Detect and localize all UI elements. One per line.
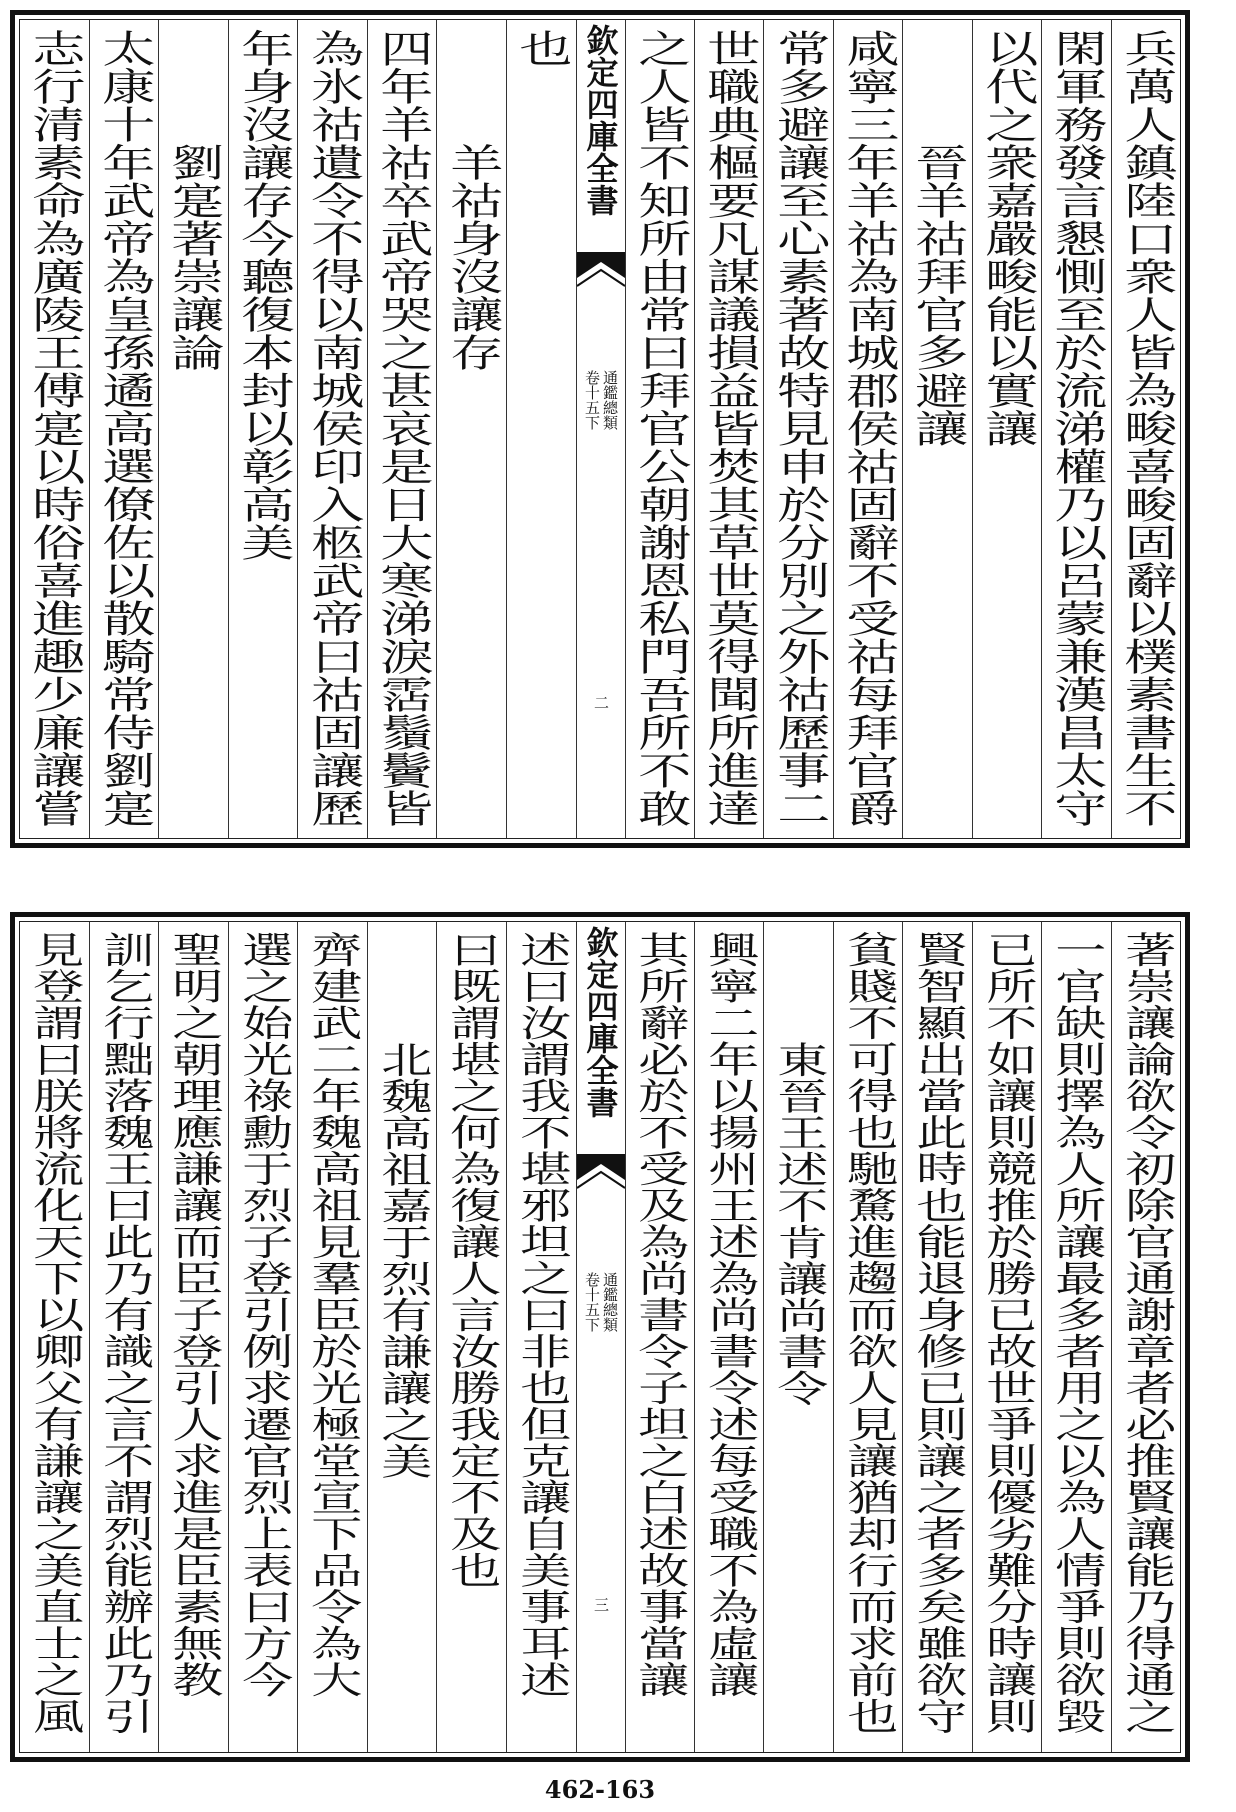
left-half-page <box>20 20 576 838</box>
column-text: 貧賤不可得也馳騖進趨而欲人見讓猶却行而求前也 <box>838 931 900 1734</box>
page-frame <box>19 921 1181 1753</box>
column-text: 咸寧三年羊祜為南城郡侯祜固辭不受祜每拜官爵 <box>837 29 899 827</box>
text-column <box>1041 922 1110 1752</box>
column-text: 太康十年武帝為皇孫遹高選僚佐以散騎常侍劉寔 <box>93 29 155 827</box>
book-title: 欽定四庫全書 <box>581 24 620 216</box>
book-title: 欽定四庫全書 <box>581 926 620 1118</box>
column-text: 興寧二年以揚州王述為尚書令述每受職不為虛讓 <box>700 931 761 1698</box>
column-text: 為氷祜遺令不得以南城侯印入柩武帝曰祜固讓歷 <box>301 29 364 827</box>
column-text: 志行清素命為廣陵王傅寔以時俗喜進趣少廉讓嘗 <box>23 29 86 827</box>
folio-number: 三 <box>592 1597 610 1612</box>
fish-tail-mark <box>577 1154 625 1194</box>
column-text: 一官缺則擇為人所讓最多者用之以為人情爭則欲毀 <box>1047 931 1108 1734</box>
text-column <box>625 922 694 1752</box>
column-text: 已所不如讓則競推於勝已故世爭則優劣難分時讓則 <box>977 931 1039 1734</box>
right-half-page <box>625 20 1181 838</box>
column-text: 世職典樞要凡謀議損益皆焚其草世莫得聞所進達 <box>698 29 760 827</box>
text-column <box>902 922 971 1752</box>
text-column <box>506 20 576 838</box>
text-column <box>89 922 159 1752</box>
left-half-page <box>20 922 576 1752</box>
section-heading: 東晉王述不肯讓尚書令 <box>769 1040 830 1406</box>
column-text: 兵萬人鎮陸口衆人皆為畯喜畯固辭以樸素書生不 <box>1114 29 1177 827</box>
text-column <box>1111 922 1180 1752</box>
section-title: 通鑑總類 <box>601 370 619 430</box>
column-text: 之人皆不知所由常曰拜官公朝謝恩私門吾所不敢 <box>628 29 691 827</box>
text-column <box>297 922 367 1752</box>
text-column <box>972 922 1041 1752</box>
text-column <box>436 922 506 1752</box>
section-heading: 晉羊祜拜官多避讓 <box>906 143 969 447</box>
volume-label: 卷十五下 <box>583 1272 601 1332</box>
column-text: 述曰汝謂我不堪邪坦之曰非也但克讓自美事耳述 <box>512 931 573 1698</box>
fold-strip <box>576 20 625 838</box>
text-column <box>972 20 1041 838</box>
column-text: 著崇讓論欲令初除官通謝章者必推賢讓能乃得通之 <box>1116 931 1177 1734</box>
page-frame <box>19 19 1181 839</box>
heading-column <box>902 20 971 838</box>
column-text: 也 <box>510 29 573 67</box>
column-text: 四年羊祜卒武帝哭之甚哀是日大寒涕淚霑鬚鬢皆 <box>371 29 433 827</box>
column-text: 閑軍務發言懇惻至於流涕權乃以呂蒙兼漢昌太守 <box>1045 29 1108 827</box>
text-column <box>833 922 902 1752</box>
text-column <box>694 922 763 1752</box>
section-title: 通鑑總類 <box>601 1272 619 1332</box>
text-column <box>506 922 576 1752</box>
text-column <box>1041 20 1110 838</box>
text-column <box>367 20 437 838</box>
text-column <box>228 20 298 838</box>
column-text: 以代之衆嘉嚴畯能以實讓 <box>976 29 1038 447</box>
page-code: 462-163 <box>544 1775 656 1804</box>
text-column <box>297 20 367 838</box>
text-column <box>158 922 228 1752</box>
text-column <box>763 20 832 838</box>
column-text: 見登謂曰朕將流化天下以卿父有謙讓之美直士之風 <box>25 931 86 1734</box>
column-text: 賢智顯出當此時也能退身修已則讓之者多矣雖欲守 <box>908 931 969 1734</box>
column-text: 常多避讓至心素著故特見申於分別之外祜歷事二 <box>767 29 830 827</box>
leaf-page-bottom <box>10 912 1190 1762</box>
column-text: 訓乞行黜落魏王曰此乃有識之言不謂烈能辦此乃引 <box>94 931 155 1734</box>
heading-column <box>367 922 437 1752</box>
column-text: 其所辭必於不受及為尚書令子坦之白述故事當讓 <box>630 931 691 1698</box>
column-text: 年身沒讓存今聽復本封以彰高美 <box>232 29 294 561</box>
section-heading: 羊祜身沒讓存 <box>440 143 503 371</box>
text-column <box>1111 20 1180 838</box>
column-text: 選之始光祿勳于烈子登引例求遷官烈上表曰方今 <box>233 931 295 1698</box>
heading-column <box>158 20 228 838</box>
heading-column <box>763 922 832 1752</box>
text-column <box>20 20 89 838</box>
fold-labels <box>577 1272 625 1332</box>
fold-strip <box>576 922 625 1752</box>
heading-column <box>436 20 506 838</box>
text-column <box>694 20 763 838</box>
column-text: 齊建武二年魏高祖見羣臣於光極堂宣下品令為大 <box>303 931 364 1698</box>
fold-labels <box>577 370 625 430</box>
fish-tail-mark <box>577 252 625 292</box>
text-column <box>833 20 902 838</box>
text-column <box>20 922 89 1752</box>
column-text: 聖明之朝理應謙讓而臣子登引人求進是臣素無教 <box>164 931 225 1698</box>
right-half-page <box>625 922 1181 1752</box>
column-text: 曰既謂堪之何為復讓人言汝勝我定不及也 <box>442 931 503 1588</box>
leaf-page-top <box>10 10 1190 848</box>
folio-number: 二 <box>592 695 610 710</box>
section-heading: 劉寔著崇讓論 <box>162 143 225 371</box>
section-heading: 北魏高祖嘉于烈有謙讓之美 <box>373 1040 434 1479</box>
text-column <box>625 20 694 838</box>
volume-label: 卷十五下 <box>583 370 601 430</box>
text-column <box>228 922 298 1752</box>
text-column <box>89 20 159 838</box>
